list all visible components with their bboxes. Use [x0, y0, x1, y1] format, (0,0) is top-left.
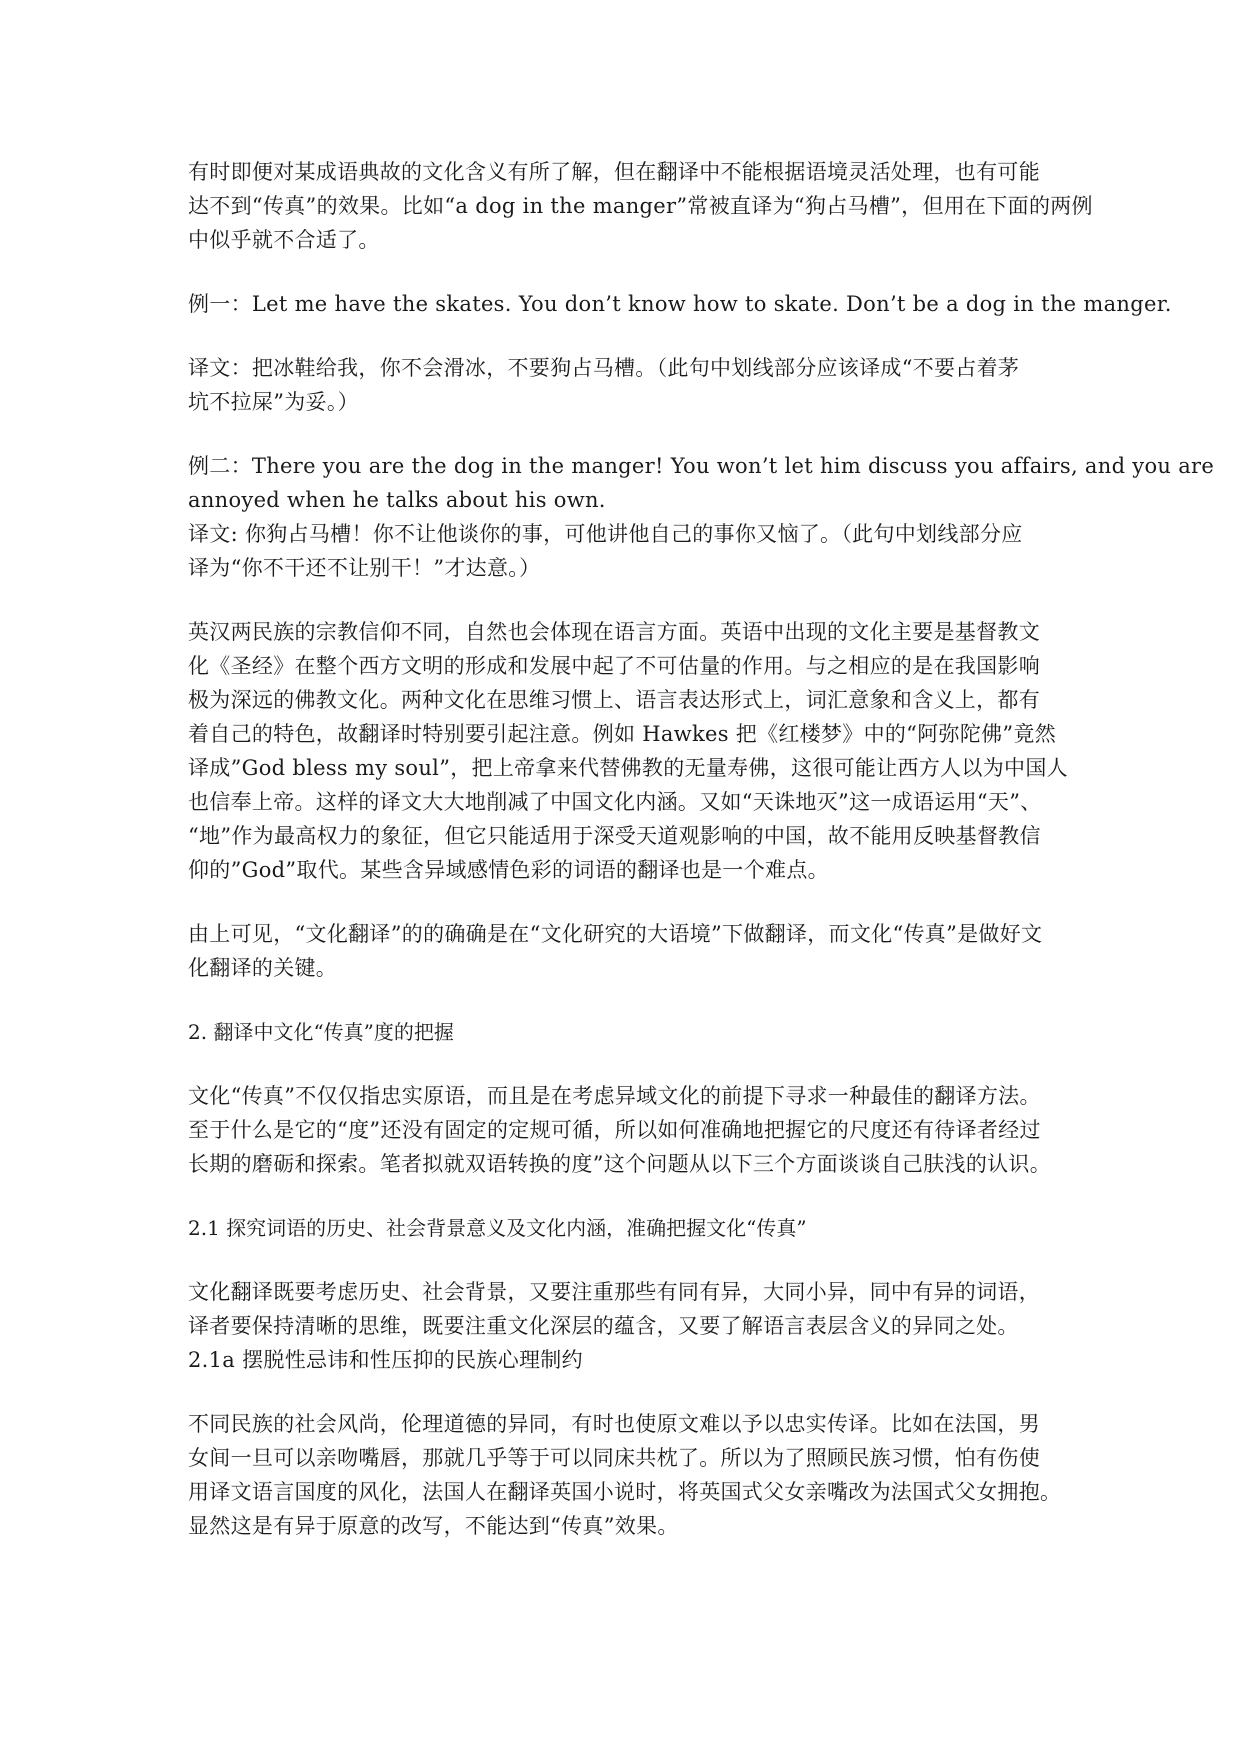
text-line: 不同民族的社会风尚，伦理道德的异同，有时也使原文难以予以忠实传译。比如在法国，男: [188, 1412, 1040, 1436]
paragraph-social-customs: [188, 1407, 1062, 1543]
text-line: “地”作为最高权力的象征，但它只能适用于深受天道观影响的中国，故不能用反映基督教信: [188, 824, 1041, 848]
text-line: 由上可见，“文化翻译”的的确确是在“文化研究的大语境”下做翻译，而文化“传真”是做好文: [188, 922, 1043, 946]
text-line: 女间一旦可以亲吻嘴唇，那就几乎等于可以同床共枕了。所以为了照顾民族习惯，怕有伤使: [188, 1446, 1040, 1470]
text-line: 例一：Let me have the skates. You don’t know how to skate. Don’t be a dog in the manger.: [188, 292, 1172, 316]
text-line: 化翻译的关键。: [188, 956, 338, 980]
text-line: 长期的磨砺和探索。笔者拟就双语转换的度”这个问题从以下三个方面谈谈自己肤浅的认识。: [188, 1152, 1052, 1176]
text-line: 达不到“传真”的效果。比如“a dog in the manger”常被直译为“狗占马槽”，但用在下面的两例: [188, 194, 1093, 218]
paragraph-example-two: [188, 449, 1215, 585]
text-line: 中似乎就不合适了。: [188, 228, 380, 252]
text-line: 译为“你不干还不让别干！”才达意。）: [188, 556, 541, 580]
text-line: 着自己的特色，故翻译时特别要引起注意。例如 Hawkes 把《红楼梦》中的“阿弥陀佛”竟然: [188, 722, 1057, 746]
text-line: 至于什么是它的“度”还没有固定的定规可循，所以如何准确地把握它的尺度还有待译者经过: [188, 1118, 1041, 1142]
text-line: 译成”God bless my soul”，把上帝拿来代替佛教的无量寿佛，这很可能让西方人以为中国人: [188, 756, 1068, 780]
text-line: 仰的”God”取代。某些含异域感情色彩的词语的翻译也是一个难点。: [188, 858, 829, 882]
paragraph-history-background: [188, 1275, 1056, 1377]
paragraph-translation-one: [188, 351, 1056, 419]
text-line: 也信奉上帝。这样的译文大大地削减了中国文化内涵。又如“天诛地灭”这一成语运用“天”、: [188, 790, 1042, 814]
text-line: 文化“传真”不仅仅指忠实原语，而且是在考虑异域文化的前提下寻求一种最佳的翻译方法。: [188, 1084, 1041, 1108]
document-page: [188, 155, 1215, 1543]
text-line: 化《圣经》在整个西方文明的形成和发展中起了不可估量的作用。与之相应的是在我国影响: [188, 654, 1040, 678]
paragraph-idiom-context: [188, 155, 1093, 257]
text-line: 显然这是有异于原意的改写，不能达到“传真”效果。: [188, 1514, 679, 1538]
text-line: 例二：There you are the dog in the manger! You won’t let him discuss you affairs, and you are: [188, 454, 1215, 478]
paragraph-example-one: [188, 287, 1172, 321]
paragraph-religion: [188, 615, 1068, 887]
text-line: 译文: 你狗占马槽！你不让他谈你的事，可他讲他自己的事你又恼了。（此句中划线部分应: [188, 522, 1023, 546]
text-line: 用译文语言国度的风化，法国人在翻译英国小说时，将英国式父女亲嘴改为法国式父女拥抱。: [188, 1480, 1062, 1504]
text-line: 英汉两民族的宗教信仰不同，自然也会体现在语言方面。英语中出现的文化主要是基督教文: [188, 620, 1040, 644]
text-line: annoyed when he talks about his own.: [188, 488, 606, 512]
paragraph-conclusion: [188, 917, 1056, 985]
text-line: 文化翻译既要考虑历史、社会背景，又要注重那些有同有异，大同小异，同中有异的词语，: [188, 1280, 1040, 1304]
text-line: 译文：把冰鞋给我，你不会滑冰，不要狗占马槽。（此句中划线部分应该译成“不要占着茅: [188, 356, 1020, 380]
text-line: 坑不拉屎”为妥。）: [188, 390, 359, 414]
text-line: 极为深远的佛教文化。两种文化在思维习惯上、语言表达形式上，词汇意象和含义上，都有: [188, 688, 1040, 712]
text-line: 有时即便对某成语典故的文化含义有所了解，但在翻译中不能根据语境灵活处理，也有可能: [188, 160, 1040, 184]
text-line: 译者要保持清晰的思维，既要注重文化深层的蕴含，又要了解语言表层含义的异同之处。: [188, 1314, 1019, 1338]
section-heading-2: 2. 翻译中文化“传真”度的把握: [188, 1020, 454, 1044]
subsection-heading-2-1a: 2.1a 摆脱性忌讳和性压抑的民族心理制约: [188, 1348, 583, 1372]
paragraph-degree: [188, 1079, 1056, 1181]
section-heading-2-1: 2.1 探究词语的历史、社会背景意义及文化内涵，准确把握文化“传真”: [188, 1216, 807, 1240]
